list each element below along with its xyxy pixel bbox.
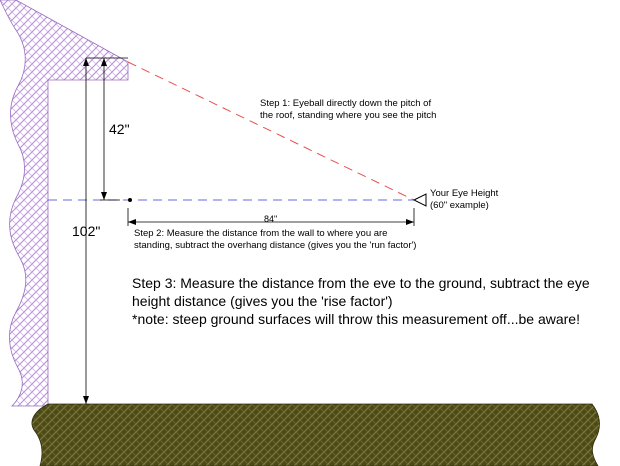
dot-icon	[128, 198, 132, 202]
total-height-dimension-label: 102"	[72, 223, 101, 239]
eye-height-label-line2: (60" example)	[430, 200, 489, 211]
house-wall	[0, 0, 128, 406]
step2-label-line1: Step 2: Measure the distance from the wall to where you are	[134, 228, 388, 239]
eye-icon	[414, 194, 426, 206]
rise-dimension-label: 42"	[109, 121, 130, 137]
eye-height-label-line1: Your Eye Height	[430, 188, 499, 199]
step1-label-line1: Step 1: Eyeball directly down the pitch of	[260, 98, 432, 109]
step3-label-line2: height distance (gives you the 'rise factor')	[132, 293, 393, 309]
step3-label-line3: *note: steep ground surfaces will throw this measurement off...be aware!	[132, 311, 580, 327]
step2-label-line2: standing, subtract the overhang distance (gives you the 'run factor')	[134, 240, 417, 251]
step1-label-line2: the roof, standing where you see the pitch	[260, 110, 437, 121]
step3-label-line1: Step 3: Measure the distance from the eve to the ground, subtract the eye	[132, 275, 590, 291]
run-dimension-label: 84"	[264, 214, 278, 224]
roof-pitch-sightline	[128, 62, 414, 200]
ground	[32, 404, 600, 466]
